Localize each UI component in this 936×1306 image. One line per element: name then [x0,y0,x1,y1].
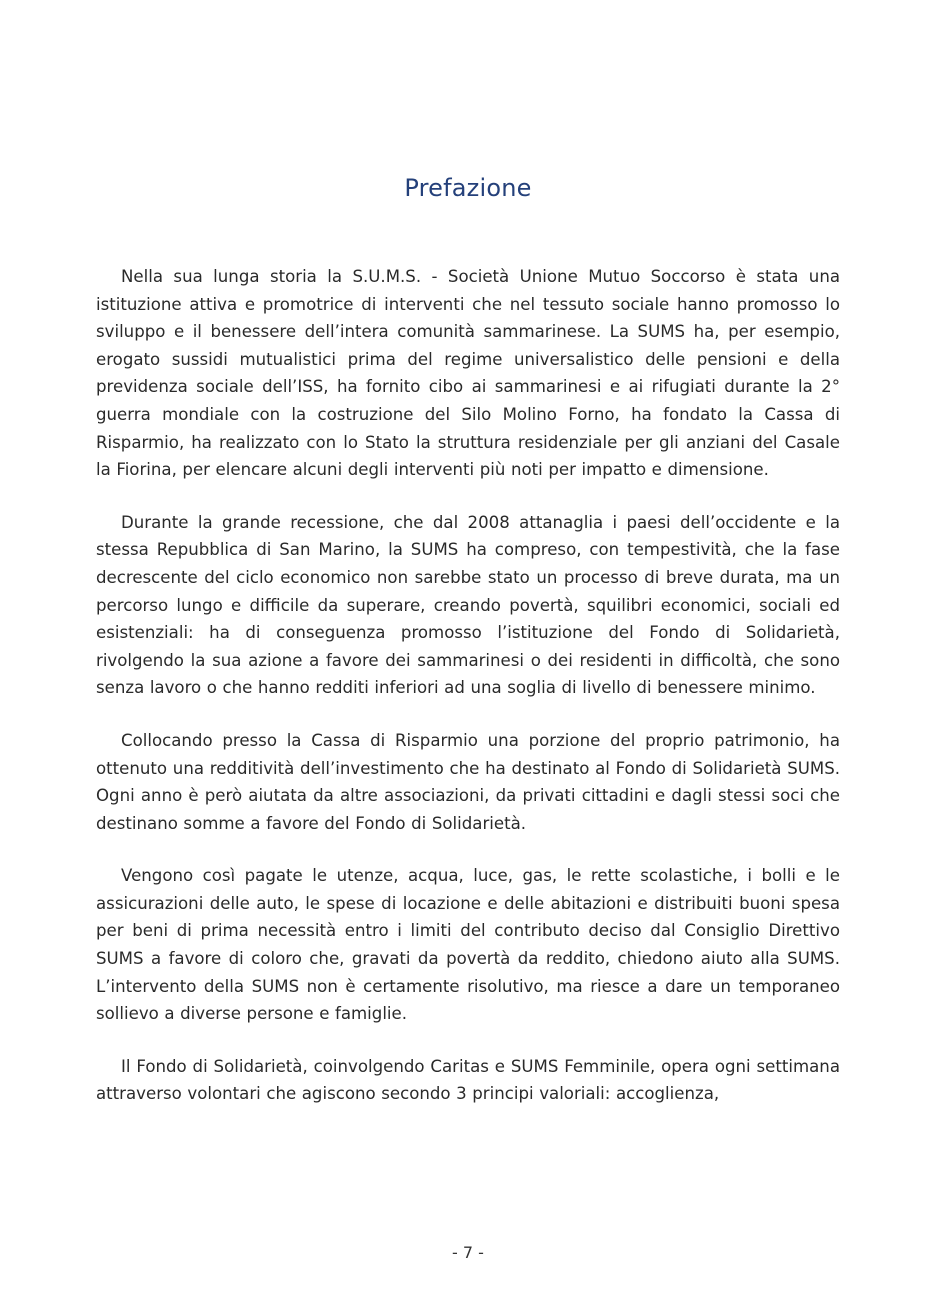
paragraph-5: Il Fondo di Solidarietà, coinvolgendo Caritas e SUMS Femminile, opera ogni settimana attraverso volontari che agiscono secondo 3 principi valoriali: accoglienza, [96,1056,840,1104]
page-number: - 7 - [452,1243,484,1262]
paragraph-3: Collocando presso la Cassa di Risparmio una porzione del proprio patrimonio, ha ottenuto una redditività dell’investimento che ha destinato al Fondo di Solidarietà SUMS. Ogni anno è però aiutata da altre associazioni, da privati cittadini e dagli stessi soci che destinano somme a favore del Fondo di Solidarietà. [96,730,840,833]
paragraph-1: Nella sua lunga storia la S.U.M.S. - Società Unione Mutuo Soccorso è stata una istituzione attiva e promotrice di interventi che nel tessuto sociale hanno promosso lo sviluppo e il benessere dell’intera comunità sammarinese. La SUMS ha, per esempio, erogato sussidi mutualistici prima del regime universalistico delle pensioni e della previdenza sociale dell’ISS, ha fornito cibo ai sammarinesi e ai rifugiati durante la 2° guerra mondiale con la costruzione del Silo Molino Forno, ha fondato la Cassa di Risparmio, ha realizzato con lo Stato la struttura residenziale per gli anziani del Casale la Fiorina, per elencare alcuni degli interventi più noti per impatto e dimensione. [96,267,840,480]
paragraph-2: Durante la grande recessione, che dal 2008 attanaglia i paesi dell’occidente e la stessa Repubblica di San Marino, la SUMS ha compreso, con tempestività, che la fase decrescente del ciclo economico non sarebbe stato un processo di breve durata, ma un percorso lungo e difficile da superare, creando povertà, squilibri economici, sociali ed esistenziali: ha di conseguenza promosso l’istituzione del Fondo di Solidarietà, rivolgendo la sua azione a favore dei sammarinesi o dei residenti in difficoltà, che sono senza lavoro o che hanno redditi inferiori ad una soglia di livello di benessere minimo. [96,512,840,698]
paragraph-4: Vengono così pagate le utenze, acqua, luce, gas, le rette scolastiche, i bolli e le assicurazioni delle auto, le spese di locazione e delle abitazioni e distribuiti buoni spesa per beni di prima necessità entro i limiti del contributo deciso dal Consiglio Direttivo SUMS a favore di coloro che, gravati da povertà da reddito, chiedono aiuto alla SUMS. L’intervento della SUMS non è certamente risolutivo, ma riesce a dare un temporaneo sollievo a diverse persone e famiglie. [96,866,840,1024]
page-title: Prefazione [404,174,532,202]
body-text [96,263,840,1133]
